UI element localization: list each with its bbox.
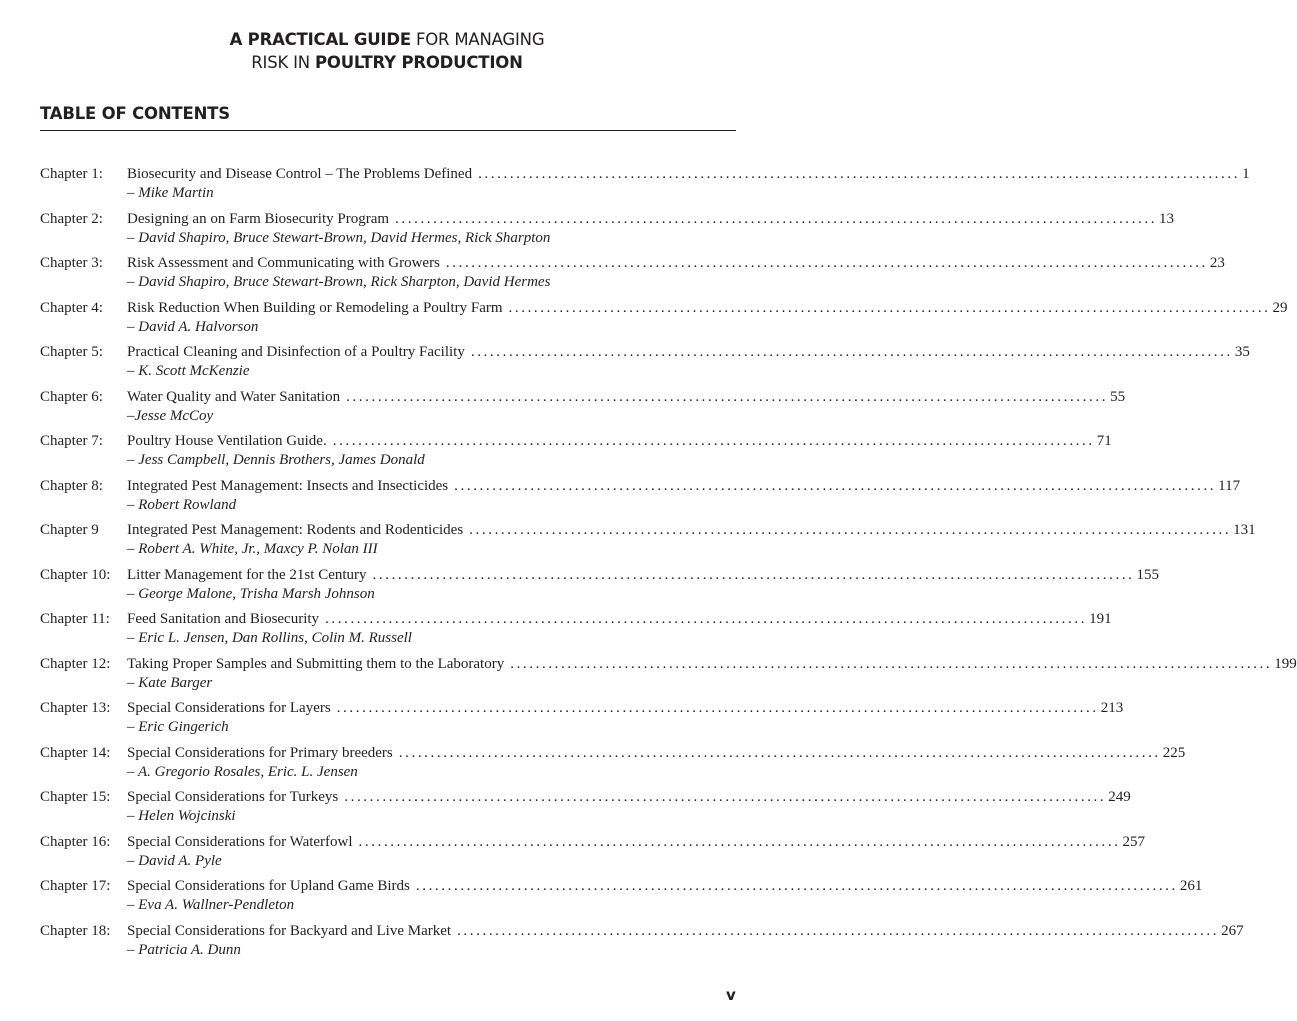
toc-entry-line [40, 877, 1203, 896]
chapter-page: 13 [1159, 210, 1175, 227]
dot-leader: ........................................................................................................................ [445, 255, 1208, 271]
chapter-page: 199 [1274, 655, 1297, 672]
toc-entry[interactable] [40, 165, 1250, 210]
chapter-page: 267 [1221, 922, 1244, 939]
chapter-title: Poultry House Ventilation Guide. [127, 433, 327, 449]
chapter-number: Chapter 13: [40, 700, 111, 716]
header-bold-1: A PRACTICAL GUIDE [229, 30, 411, 49]
dot-leader: ........................................................................................................................ [454, 477, 1217, 494]
chapter-authors: – Robert Rowland [127, 496, 237, 513]
toc-entry-line [40, 922, 1244, 941]
chapter-authors: – Kate Barger [127, 674, 213, 691]
toc-entry-line [40, 788, 1131, 807]
dot-leader: ........................................................................................................................ [332, 433, 1095, 449]
dot-leader: ........................................................................................................................ [358, 833, 1121, 850]
toc-entry-line [40, 610, 1112, 629]
chapter-number: Chapter 4: [40, 299, 103, 316]
toc-entry[interactable] [40, 922, 1244, 967]
chapter-authors: – A. Gregorio Rosales, Eric. L. Jensen [127, 763, 358, 780]
chapter-authors: – Helen Wojcinski [127, 808, 236, 824]
chapter-authors: – George Malone, Trisha Marsh Johnson [127, 585, 375, 602]
chapter-number: Chapter 16: [40, 833, 111, 850]
chapter-title: Special Considerations for Upland Game Birds [127, 878, 410, 894]
chapter-number: Chapter 8: [40, 477, 103, 494]
toc-entry[interactable] [40, 566, 1160, 611]
chapter-title: Biosecurity and Disease Control – The Problems Defined [127, 166, 473, 182]
toc-entry[interactable] [40, 521, 1256, 566]
chapter-authors: – David Shapiro, Bruce Stewart-Brown, David Hermes, Rick Sharpton [127, 229, 551, 246]
dot-leader: ........................................................................................................................ [470, 344, 1233, 360]
chapter-number: Chapter 2: [40, 210, 103, 227]
chapter-authors: –Jesse McCoy [127, 407, 214, 424]
chapter-page: 23 [1209, 255, 1225, 271]
chapter-number: Chapter 11: [40, 611, 110, 627]
toc-entry-line [40, 210, 1175, 229]
dot-leader: ........................................................................................................................ [469, 522, 1232, 538]
chapter-number: Chapter 1: [40, 166, 103, 182]
chapter-title: Water Quality and Water Sanitation [127, 388, 341, 405]
toc-entry[interactable] [40, 254, 1225, 299]
toc-entry-line [40, 254, 1225, 273]
chapter-authors: – K. Scott McKenzie [127, 363, 250, 379]
chapter-authors: – Mike Martin [127, 185, 214, 201]
toc-entry-line [40, 833, 1146, 852]
dot-leader: ........................................................................................................................ [346, 388, 1109, 405]
chapter-number: Chapter 12: [40, 655, 111, 672]
chapter-number: Chapter 6: [40, 388, 103, 405]
chapter-authors: – Eric L. Jensen, Dan Rollins, Colin M. Russell [127, 630, 412, 646]
chapter-number: Chapter 7: [40, 433, 103, 449]
dot-leader: ........................................................................................................................ [395, 210, 1158, 227]
toc-entry-line [40, 477, 1241, 496]
chapter-title: Feed Sanitation and Biosecurity [127, 611, 320, 627]
chapter-page: 55 [1110, 388, 1126, 405]
toc-entry[interactable] [40, 299, 1288, 344]
chapter-title: Taking Proper Samples and Submitting them to the Laboratory [127, 655, 505, 672]
header-rest-1: FOR MANAGING [410, 30, 545, 49]
toc-entry-line [40, 744, 1186, 763]
chapter-number: Chapter 18: [40, 922, 111, 939]
chapter-title: Practical Cleaning and Disinfection of a Poultry Facility [127, 344, 465, 360]
dot-leader: ........................................................................................................................ [508, 299, 1271, 316]
toc-entry-line [40, 343, 1250, 362]
dot-leader: ........................................................................................................................ [372, 566, 1135, 583]
header-pre-2: RISK IN [251, 53, 315, 72]
toc-entry[interactable] [40, 388, 1126, 433]
chapter-authors: – Patricia A. Dunn [127, 941, 241, 958]
chapter-authors: – David Shapiro, Bruce Stewart-Brown, Rick Sharpton, David Hermes [127, 274, 551, 290]
toc-entry[interactable] [40, 432, 1112, 477]
chapter-title: Risk Reduction When Building or Remodeling a Poultry Farm [127, 299, 503, 316]
dot-leader: ........................................................................................................................ [478, 166, 1241, 182]
dot-leader: ........................................................................................................................ [325, 611, 1088, 627]
chapter-page: 225 [1162, 744, 1186, 761]
chapter-page: 261 [1179, 878, 1203, 894]
toc-entry[interactable] [40, 699, 1124, 744]
chapter-title: Special Considerations for Primary breeders [127, 744, 393, 761]
dot-leader: ........................................................................................................................ [510, 655, 1273, 672]
page-number: v [726, 986, 736, 1004]
chapter-page: 249 [1108, 789, 1131, 805]
chapter-number: Chapter 15: [40, 789, 111, 805]
chapter-title: Designing an on Farm Biosecurity Program [127, 210, 390, 227]
chapter-page: 155 [1136, 566, 1160, 583]
header-bold-2: POULTRY PRODUCTION [315, 53, 523, 72]
chapter-page: 191 [1089, 611, 1112, 627]
dot-leader: ........................................................................................................................ [457, 922, 1220, 939]
chapter-page: 257 [1122, 833, 1146, 850]
document-header [0, 28, 774, 74]
chapter-page: 35 [1234, 344, 1250, 360]
toc-entry-line [40, 299, 1288, 318]
toc-heading: TABLE OF CONTENTS [40, 104, 230, 123]
dot-leader: ........................................................................................................................ [336, 700, 1099, 716]
toc-entry[interactable] [40, 477, 1241, 522]
chapter-title: Integrated Pest Management: Rodents and Rodenticides [127, 522, 464, 538]
chapter-page: 71 [1096, 433, 1112, 449]
chapter-title: Risk Assessment and Communicating with Growers [127, 255, 440, 271]
toc-entry-line [40, 699, 1124, 718]
toc-entry-line [40, 432, 1112, 451]
chapter-title: Special Considerations for Backyard and Live Market [127, 922, 452, 939]
toc-entry[interactable] [40, 744, 1186, 789]
chapter-authors: – Eva A. Wallner-Pendleton [127, 897, 295, 913]
toc-entry-line [40, 388, 1126, 407]
chapter-title: Litter Management for the 21st Century [127, 566, 367, 583]
chapter-number: Chapter 9 [40, 522, 99, 538]
chapter-authors: – David A. Pyle [127, 852, 222, 869]
chapter-number: Chapter 5: [40, 344, 103, 360]
chapter-number: Chapter 14: [40, 744, 111, 761]
heading-divider [40, 130, 736, 131]
chapter-number: Chapter 17: [40, 878, 111, 894]
dot-leader: ........................................................................................................................ [415, 878, 1178, 894]
chapter-page: 117 [1218, 477, 1241, 494]
toc-entry[interactable] [40, 210, 1175, 255]
chapter-page: 1 [1242, 166, 1250, 182]
dot-leader: ........................................................................................................................ [344, 789, 1107, 805]
chapter-title: Special Considerations for Layers [127, 700, 331, 716]
toc-list [40, 165, 1297, 966]
dot-leader: ........................................................................................................................ [398, 744, 1161, 761]
toc-entry-line [40, 566, 1160, 585]
chapter-authors: – Eric Gingerich [127, 719, 229, 735]
toc-entry[interactable] [40, 877, 1203, 922]
chapter-authors: – Jess Campbell, Dennis Brothers, James Donald [127, 452, 425, 468]
toc-entry-line [40, 655, 1297, 674]
chapter-title: Special Considerations for Waterfowl [127, 833, 353, 850]
toc-entry[interactable] [40, 610, 1112, 655]
toc-entry[interactable] [40, 655, 1297, 700]
chapter-title: Special Considerations for Turkeys [127, 789, 339, 805]
toc-entry[interactable] [40, 343, 1250, 388]
chapter-authors: – Robert A. White, Jr., Maxcy P. Nolan III [127, 541, 378, 557]
chapter-title: Integrated Pest Management: Insects and Insecticides [127, 477, 449, 494]
chapter-number: Chapter 3: [40, 255, 103, 271]
header-line-1 [0, 28, 774, 51]
chapter-authors: – David A. Halvorson [127, 318, 259, 335]
header-line-2 [0, 51, 774, 74]
toc-entry[interactable] [40, 833, 1146, 878]
chapter-page: 213 [1100, 700, 1124, 716]
toc-entry[interactable] [40, 788, 1131, 833]
chapter-number: Chapter 10: [40, 566, 111, 583]
toc-entry-line [40, 521, 1256, 540]
toc-entry-line [40, 165, 1250, 184]
chapter-page: 131 [1233, 522, 1256, 538]
chapter-page: 29 [1272, 299, 1288, 316]
